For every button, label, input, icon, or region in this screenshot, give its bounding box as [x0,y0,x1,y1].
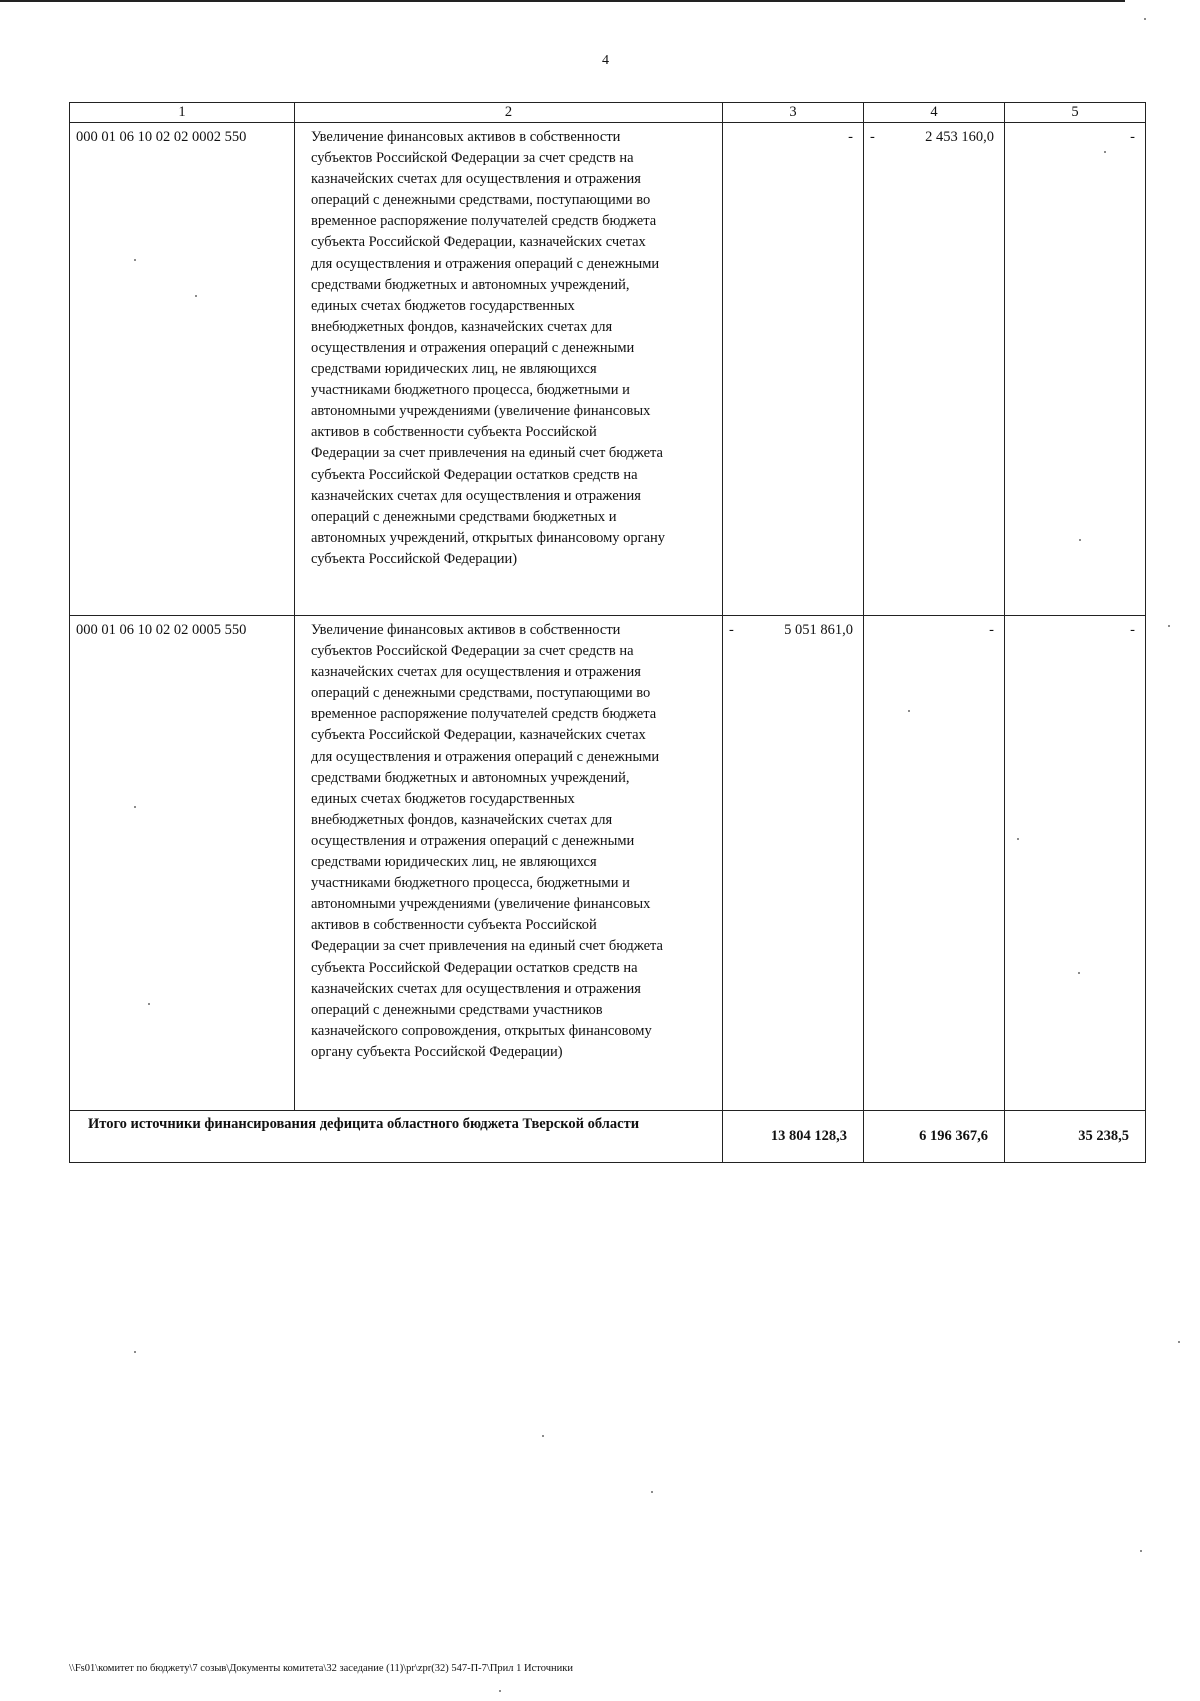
scan-speck [1178,1341,1180,1343]
row-value-col4 [864,616,1005,1111]
scan-speck [1140,1550,1142,1552]
description-line: осуществления и отражения операций с денежными [311,832,635,849]
value-amount: 2 453 160,0 [925,129,994,145]
value-amount: - [848,129,853,145]
table-row [70,123,1146,616]
scan-speck [1144,18,1146,20]
scan-speck [542,1435,544,1437]
description-line: субъектов Российской Федерации за счет средств на [311,643,634,660]
value-amount: - [1130,622,1135,638]
total-value-col3: 13 804 128,3 [723,1111,864,1163]
value-amount: 5 051 861,0 [784,622,853,638]
description-line: участниками бюджетного процесса, бюджетными и [311,382,630,399]
description-line: субъекта Российской Федерации, казначейских счетах [311,234,646,251]
description-line: временное распоряжение получателей средств бюджета [311,706,657,723]
description-line: Увеличение финансовых активов в собственности [311,622,621,638]
table-row [70,616,1146,1111]
row-value-col4 [864,123,1005,616]
row-value-col5 [1005,123,1146,616]
scan-speck [134,806,136,808]
row-description [295,123,723,616]
total-label: Итого источники финансирования дефицита областного бюджета Тверской области [70,1111,723,1163]
scan-speck [1168,625,1170,627]
description-line: органу субъекта Российской Федерации) [311,1043,563,1060]
value-amount: - [989,622,994,638]
description-line: автономных учреждений, открытых финансовому органу [311,529,666,546]
description-line: субъекта Российской Федерации) [311,550,518,567]
description-line: субъекта Российской Федерации остатков средств на [311,959,638,976]
row-value-col5 [1005,616,1146,1111]
description-line: средствами юридических лиц, не являющихся [311,854,597,871]
description-line: внебюджетных фондов, казначейских счетах для [311,318,613,335]
financing-sources-table [69,102,1146,1163]
description-line: единых счетах бюджетов государственных [311,790,575,807]
column-header-1: 1 [70,103,295,123]
scan-speck [499,1690,501,1692]
scan-speck [1017,838,1019,840]
column-header-5: 5 [1005,103,1146,123]
value-amount: - [1130,129,1135,145]
description-line: автономными учреждениями (увеличение финансовых [311,896,651,913]
description-line: казначейских счетах для осуществления и отражения [311,980,641,997]
total-row [70,1111,1146,1163]
value-sign: - [729,622,734,638]
row-value-col3 [723,123,864,616]
description-line: операций с денежными средствами участников [311,1001,603,1018]
description-line: субъекта Российской Федерации, казначейских счетах [311,727,646,744]
description-line: казначейских счетах для осуществления и отражения [311,487,641,504]
top-border-line [0,0,1125,2]
description-line: операций с денежными средствами бюджетных и [311,508,617,525]
description-line: активов в собственности субъекта Российской [311,917,597,934]
description-line: единых счетах бюджетов государственных [311,297,575,314]
description-line: для осуществления и отражения операций с денежными [311,255,660,272]
description-line: казначейского сопровождения, открытых финансовому [311,1022,652,1039]
description-line: автономными учреждениями (увеличение финансовых [311,403,651,420]
description-line: Федерации за счет привлечения на единый счет бюджета [311,938,663,955]
description-line: внебюджетных фондов, казначейских счетах для [311,811,613,828]
scan-speck [1079,539,1081,541]
scan-speck [148,1003,150,1005]
description-line: временное распоряжение получателей средств бюджета [311,213,657,230]
scan-speck [195,295,197,297]
description-line: Увеличение финансовых активов в собственности [311,129,621,145]
description-line: субъекта Российской Федерации остатков средств на [311,466,638,483]
row-value-col3 [723,616,864,1111]
description-line: средствами юридических лиц, не являющихся [311,361,597,378]
description-line: средствами бюджетных и автономных учреждений, [311,276,630,293]
column-header-2: 2 [295,103,723,123]
description-line: для осуществления и отражения операций с денежными [311,748,660,765]
description-line: операций с денежными средствами, поступающими во [311,685,651,702]
total-value-col4: 6 196 367,6 [864,1111,1005,1163]
table-header-row [70,103,1146,123]
scan-speck [1078,972,1080,974]
column-header-4: 4 [864,103,1005,123]
scan-speck [651,1491,653,1493]
description-line: Федерации за счет привлечения на единый счет бюджета [311,445,663,462]
description-line: средствами бюджетных и автономных учреждений, [311,769,630,786]
description-line: участниками бюджетного процесса, бюджетными и [311,875,630,892]
total-value-col5: 35 238,5 [1005,1111,1146,1163]
description-line: осуществления и отражения операций с денежными [311,339,635,356]
scan-speck [908,710,910,712]
description-line: казначейских счетах для осуществления и отражения [311,664,641,681]
column-header-3: 3 [723,103,864,123]
page-number: 4 [602,53,609,68]
row-code: 000 01 06 10 02 02 0005 550 [70,616,295,1111]
description-line: казначейских счетах для осуществления и отражения [311,171,641,188]
row-code: 000 01 06 10 02 02 0002 550 [70,123,295,616]
description-line: субъектов Российской Федерации за счет средств на [311,150,634,167]
value-sign: - [870,129,875,145]
row-description [295,616,723,1111]
footer-file-path: \\Fs01\комитет по бюджету\7 созыв\Документы комитета\32 заседание (11)\pr\zpr(32) 547-П-7\Прил 1 Источники [69,1663,573,1674]
scan-speck [1104,151,1106,153]
scan-speck [134,1351,136,1353]
description-line: операций с денежными средствами, поступающими во [311,192,651,209]
description-line: активов в собственности субъекта Российской [311,424,597,441]
scan-speck [134,259,136,261]
